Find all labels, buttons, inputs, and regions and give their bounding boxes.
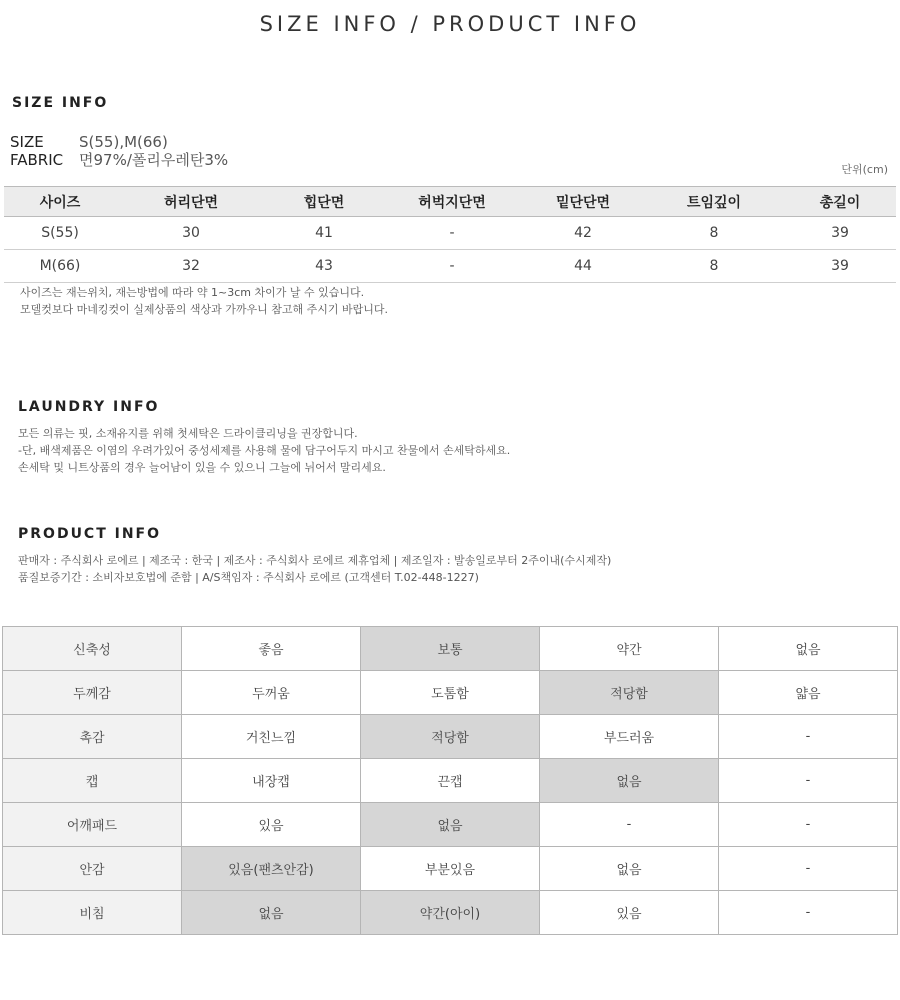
property-row <box>3 891 898 935</box>
property-option: 없음 <box>182 891 361 935</box>
property-option: 적당함 <box>540 671 719 715</box>
product-notes <box>18 552 611 586</box>
property-option: - <box>719 803 898 847</box>
size-note-line: 사이즈는 재는위치, 재는방법에 따라 약 1~3cm 차이가 날 수 있습니다. <box>20 286 365 299</box>
property-label: 두께감 <box>3 671 182 715</box>
column-header: 허벅지단면 <box>382 187 522 217</box>
table-cell: 43 <box>266 250 382 283</box>
table-cell: - <box>382 250 522 283</box>
property-option: 없음 <box>540 847 719 891</box>
property-option: 두꺼움 <box>182 671 361 715</box>
size-table-header-row <box>4 187 896 217</box>
column-header: 사이즈 <box>4 187 116 217</box>
laundry-info-heading: LAUNDRY INFO <box>18 399 160 415</box>
property-label: 캡 <box>3 759 182 803</box>
property-row <box>3 759 898 803</box>
product-note-line: 품질보증기간 : 소비자보호법에 준함 | A/S책임자 : 주식회사 로에르 (고객센터 T.02-448-1227) <box>18 571 479 584</box>
property-option: - <box>719 891 898 935</box>
property-option: 보통 <box>361 627 540 671</box>
property-label: 비침 <box>3 891 182 935</box>
table-cell: 44 <box>522 250 644 283</box>
column-header: 힙단면 <box>266 187 382 217</box>
property-row <box>3 671 898 715</box>
table-cell: 8 <box>644 217 784 250</box>
spec-key: FABRIC <box>10 151 64 169</box>
product-note-line: 판매자 : 주식회사 로에르 | 제조국 : 한국 | 제조사 : 주식회사 로에르 제휴업체 | 제조일자 : 발송일로부터 2주이내(수시제작) <box>18 554 612 567</box>
property-option: 얇음 <box>719 671 898 715</box>
size-note-line: 모델컷보다 마네킹컷이 실제상품의 색상과 가까우니 참고해 주시기 바랍니다. <box>20 303 389 316</box>
product-info-heading: PRODUCT INFO <box>18 526 162 542</box>
table-cell: M(66) <box>4 250 116 283</box>
property-option: 있음(팬츠안감) <box>182 847 361 891</box>
laundry-notes <box>18 425 510 476</box>
property-option: 부드러움 <box>540 715 719 759</box>
property-option: - <box>719 847 898 891</box>
laundry-note-line: 모든 의류는 핏, 소재유지를 위해 첫세탁은 드라이클리닝을 권장합니다. <box>18 427 358 440</box>
table-row <box>4 217 896 250</box>
property-option: 도톰함 <box>361 671 540 715</box>
property-option: 좋음 <box>182 627 361 671</box>
property-option: 없음 <box>361 803 540 847</box>
property-option: 있음 <box>540 891 719 935</box>
column-header: 트임깊이 <box>644 187 784 217</box>
table-cell: - <box>382 217 522 250</box>
spec-value: 면97%/폴리우레탄3% <box>79 151 229 169</box>
property-option: 끈캡 <box>361 759 540 803</box>
spec-value: S(55),M(66) <box>79 133 168 151</box>
table-cell: 41 <box>266 217 382 250</box>
column-header: 총길이 <box>784 187 896 217</box>
property-option: 부분있음 <box>361 847 540 891</box>
column-header: 허리단면 <box>116 187 266 217</box>
property-row <box>3 847 898 891</box>
property-option: 약간 <box>540 627 719 671</box>
property-option: 적당함 <box>361 715 540 759</box>
laundry-note-line: -단, 배색제품은 이염의 우려가있어 중성세제를 사용해 물에 담구어두지 마시고 찬물에서 손세탁하세요. <box>18 444 511 457</box>
size-notes <box>20 284 388 318</box>
table-cell: 30 <box>116 217 266 250</box>
page-title: SIZE INFO / PRODUCT INFO <box>259 12 641 36</box>
property-row <box>3 627 898 671</box>
property-option: - <box>540 803 719 847</box>
property-option: 거친느낌 <box>182 715 361 759</box>
property-option: 내장캡 <box>182 759 361 803</box>
table-cell: 39 <box>784 250 896 283</box>
property-label: 신축성 <box>3 627 182 671</box>
table-cell: 32 <box>116 250 266 283</box>
laundry-note-line: 손세탁 및 니트상품의 경우 늘어남이 있을 수 있으니 그늘에 뉘어서 말리세요. <box>18 461 386 474</box>
property-row <box>3 715 898 759</box>
property-label: 촉감 <box>3 715 182 759</box>
property-option: 없음 <box>540 759 719 803</box>
column-header: 밑단단면 <box>522 187 644 217</box>
property-option: 약간(아이) <box>361 891 540 935</box>
spec-key: SIZE <box>10 133 44 151</box>
property-option: - <box>719 759 898 803</box>
unit-label: 단위(cm) <box>841 163 888 176</box>
table-cell: S(55) <box>4 217 116 250</box>
size-table <box>4 186 896 283</box>
property-label: 안감 <box>3 847 182 891</box>
table-cell: 39 <box>784 217 896 250</box>
table-cell: 42 <box>522 217 644 250</box>
property-option: 있음 <box>182 803 361 847</box>
spec-fabric <box>10 149 228 170</box>
property-row <box>3 803 898 847</box>
property-label: 어깨패드 <box>3 803 182 847</box>
product-property-table <box>2 626 898 935</box>
table-cell: 8 <box>644 250 784 283</box>
property-option: 없음 <box>719 627 898 671</box>
table-row <box>4 250 896 283</box>
property-option: - <box>719 715 898 759</box>
size-info-heading: SIZE INFO <box>12 95 109 111</box>
